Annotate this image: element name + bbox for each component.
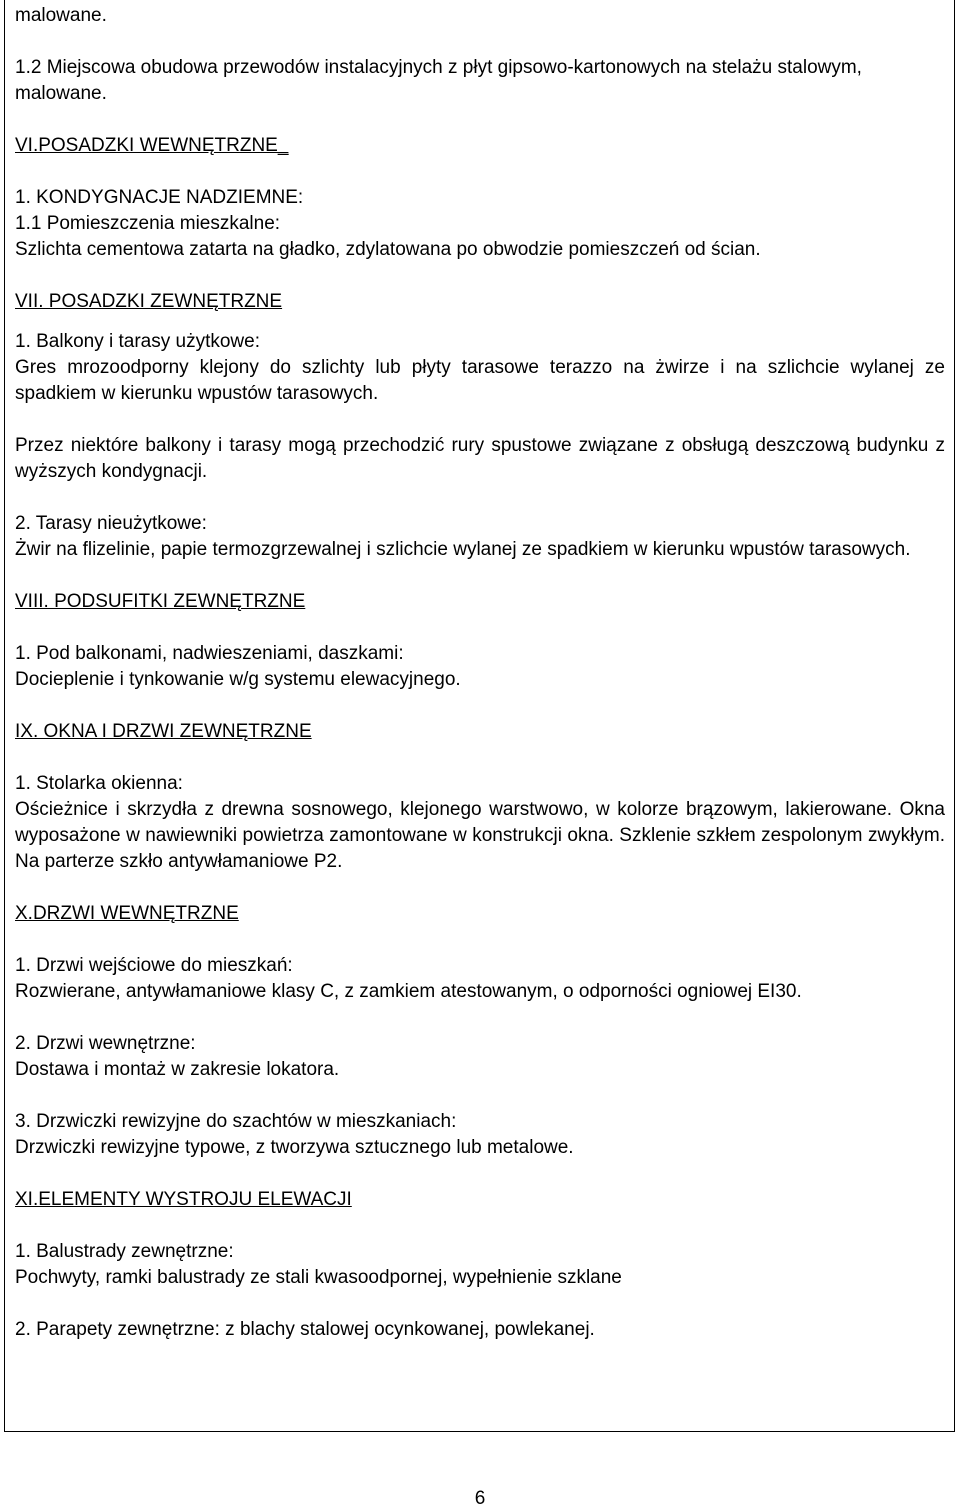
section-heading: X.DRZWI WEWNĘTRZNE <box>15 903 239 924</box>
paragraph: 1. Stolarka okienna: <box>15 773 183 794</box>
paragraph: 1. Balustrady zewnętrzne: <box>15 1241 234 1262</box>
paragraph: malowane. <box>15 5 107 26</box>
paragraph: Rozwierane, antywłamaniowe klasy C, z zamkiem atestowanym, o odporności ogniowej EI30. <box>15 981 802 1002</box>
section-heading: VIII. PODSUFITKI ZEWNĘTRZNE <box>15 591 306 612</box>
section-heading: XI.ELEMENTY WYSTROJU ELEWACJI <box>15 1189 352 1210</box>
paragraph: 1. Drzwi wejściowe do mieszkań: <box>15 955 293 976</box>
paragraph: 1. Pod balkonami, nadwieszeniami, daszkami: <box>15 643 404 664</box>
paragraph: 2. Tarasy nieużytkowe: <box>15 513 207 534</box>
paragraph: 2. Parapety zewnętrzne: z blachy stalowej ocynkowanej, powlekanej. <box>15 1319 595 1340</box>
paragraph: Dostawa i montaż w zakresie lokatora. <box>15 1059 340 1080</box>
paragraph: Żwir na flizelinie, papie termozgrzewalnej i szlichcie wylanej ze spadkiem w kierunku wpustów tarasowych. <box>15 539 911 560</box>
paragraph: Szlichta cementowa zatarta na gładko, zdylatowana po obwodzie pomieszczeń od ścian. <box>15 239 761 260</box>
section-heading: VII. POSADZKI ZEWNĘTRZNE <box>15 291 283 312</box>
paragraph: Docieplenie i tynkowanie w/g systemu elewacyjnego. <box>15 669 461 690</box>
paragraph: 2. Drzwi wewnętrzne: <box>15 1033 196 1054</box>
paragraph: 1.1 Pomieszczenia mieszkalne: <box>15 213 281 234</box>
paragraph: Drzwiczki rewizyjne typowe, z tworzywa sztucznego lub metalowe. <box>15 1137 574 1158</box>
paragraph: Pochwyty, ramki balustrady ze stali kwasoodpornej, wypełnienie szklane <box>15 1267 622 1288</box>
paragraph: 1. Balkony i tarasy użytkowe: <box>15 331 260 352</box>
paragraph: Przez niektóre balkony i tarasy mogą przechodzić rury spustowe związane z obsługą deszczową budynku z wyższych kondygnacji. <box>15 435 945 482</box>
paragraph: Gres mrozoodporny klejony do szlichty lub płyty tarasowe terazzo na żwirze i na szlichcie wylanej ze spadkiem w kierunku wpustów tarasowych. <box>15 357 945 404</box>
paragraph: 1.2 Miejscowa obudowa przewodów instalacyjnych z płyt gipsowo-kartonowych na stelażu stalowym, malowane. <box>15 57 862 104</box>
document-body <box>15 3 945 1343</box>
section-heading: IX. OKNA I DRZWI ZEWNĘTRZNE <box>15 721 312 742</box>
page-number: 6 <box>474 1488 486 1509</box>
paragraph: 3. Drzwiczki rewizyjne do szachtów w mieszkaniach: <box>15 1111 457 1132</box>
section-heading: VI.POSADZKI WEWNĘTRZNE_ <box>15 135 289 156</box>
paragraph: Ościeżnice i skrzydła z drewna sosnowego, klejonego warstwowo, w kolorze brązowym, lakierowane. Okna wyposażone w nawiewniki powietrza zamontowane w konstrukcji okna. Szklenie szkłem zespolonym zwykłym. Na parterze szkło antywłamaniowe P2. <box>15 799 945 872</box>
paragraph: 1. KONDYGNACJE NADZIEMNE: <box>15 187 304 208</box>
